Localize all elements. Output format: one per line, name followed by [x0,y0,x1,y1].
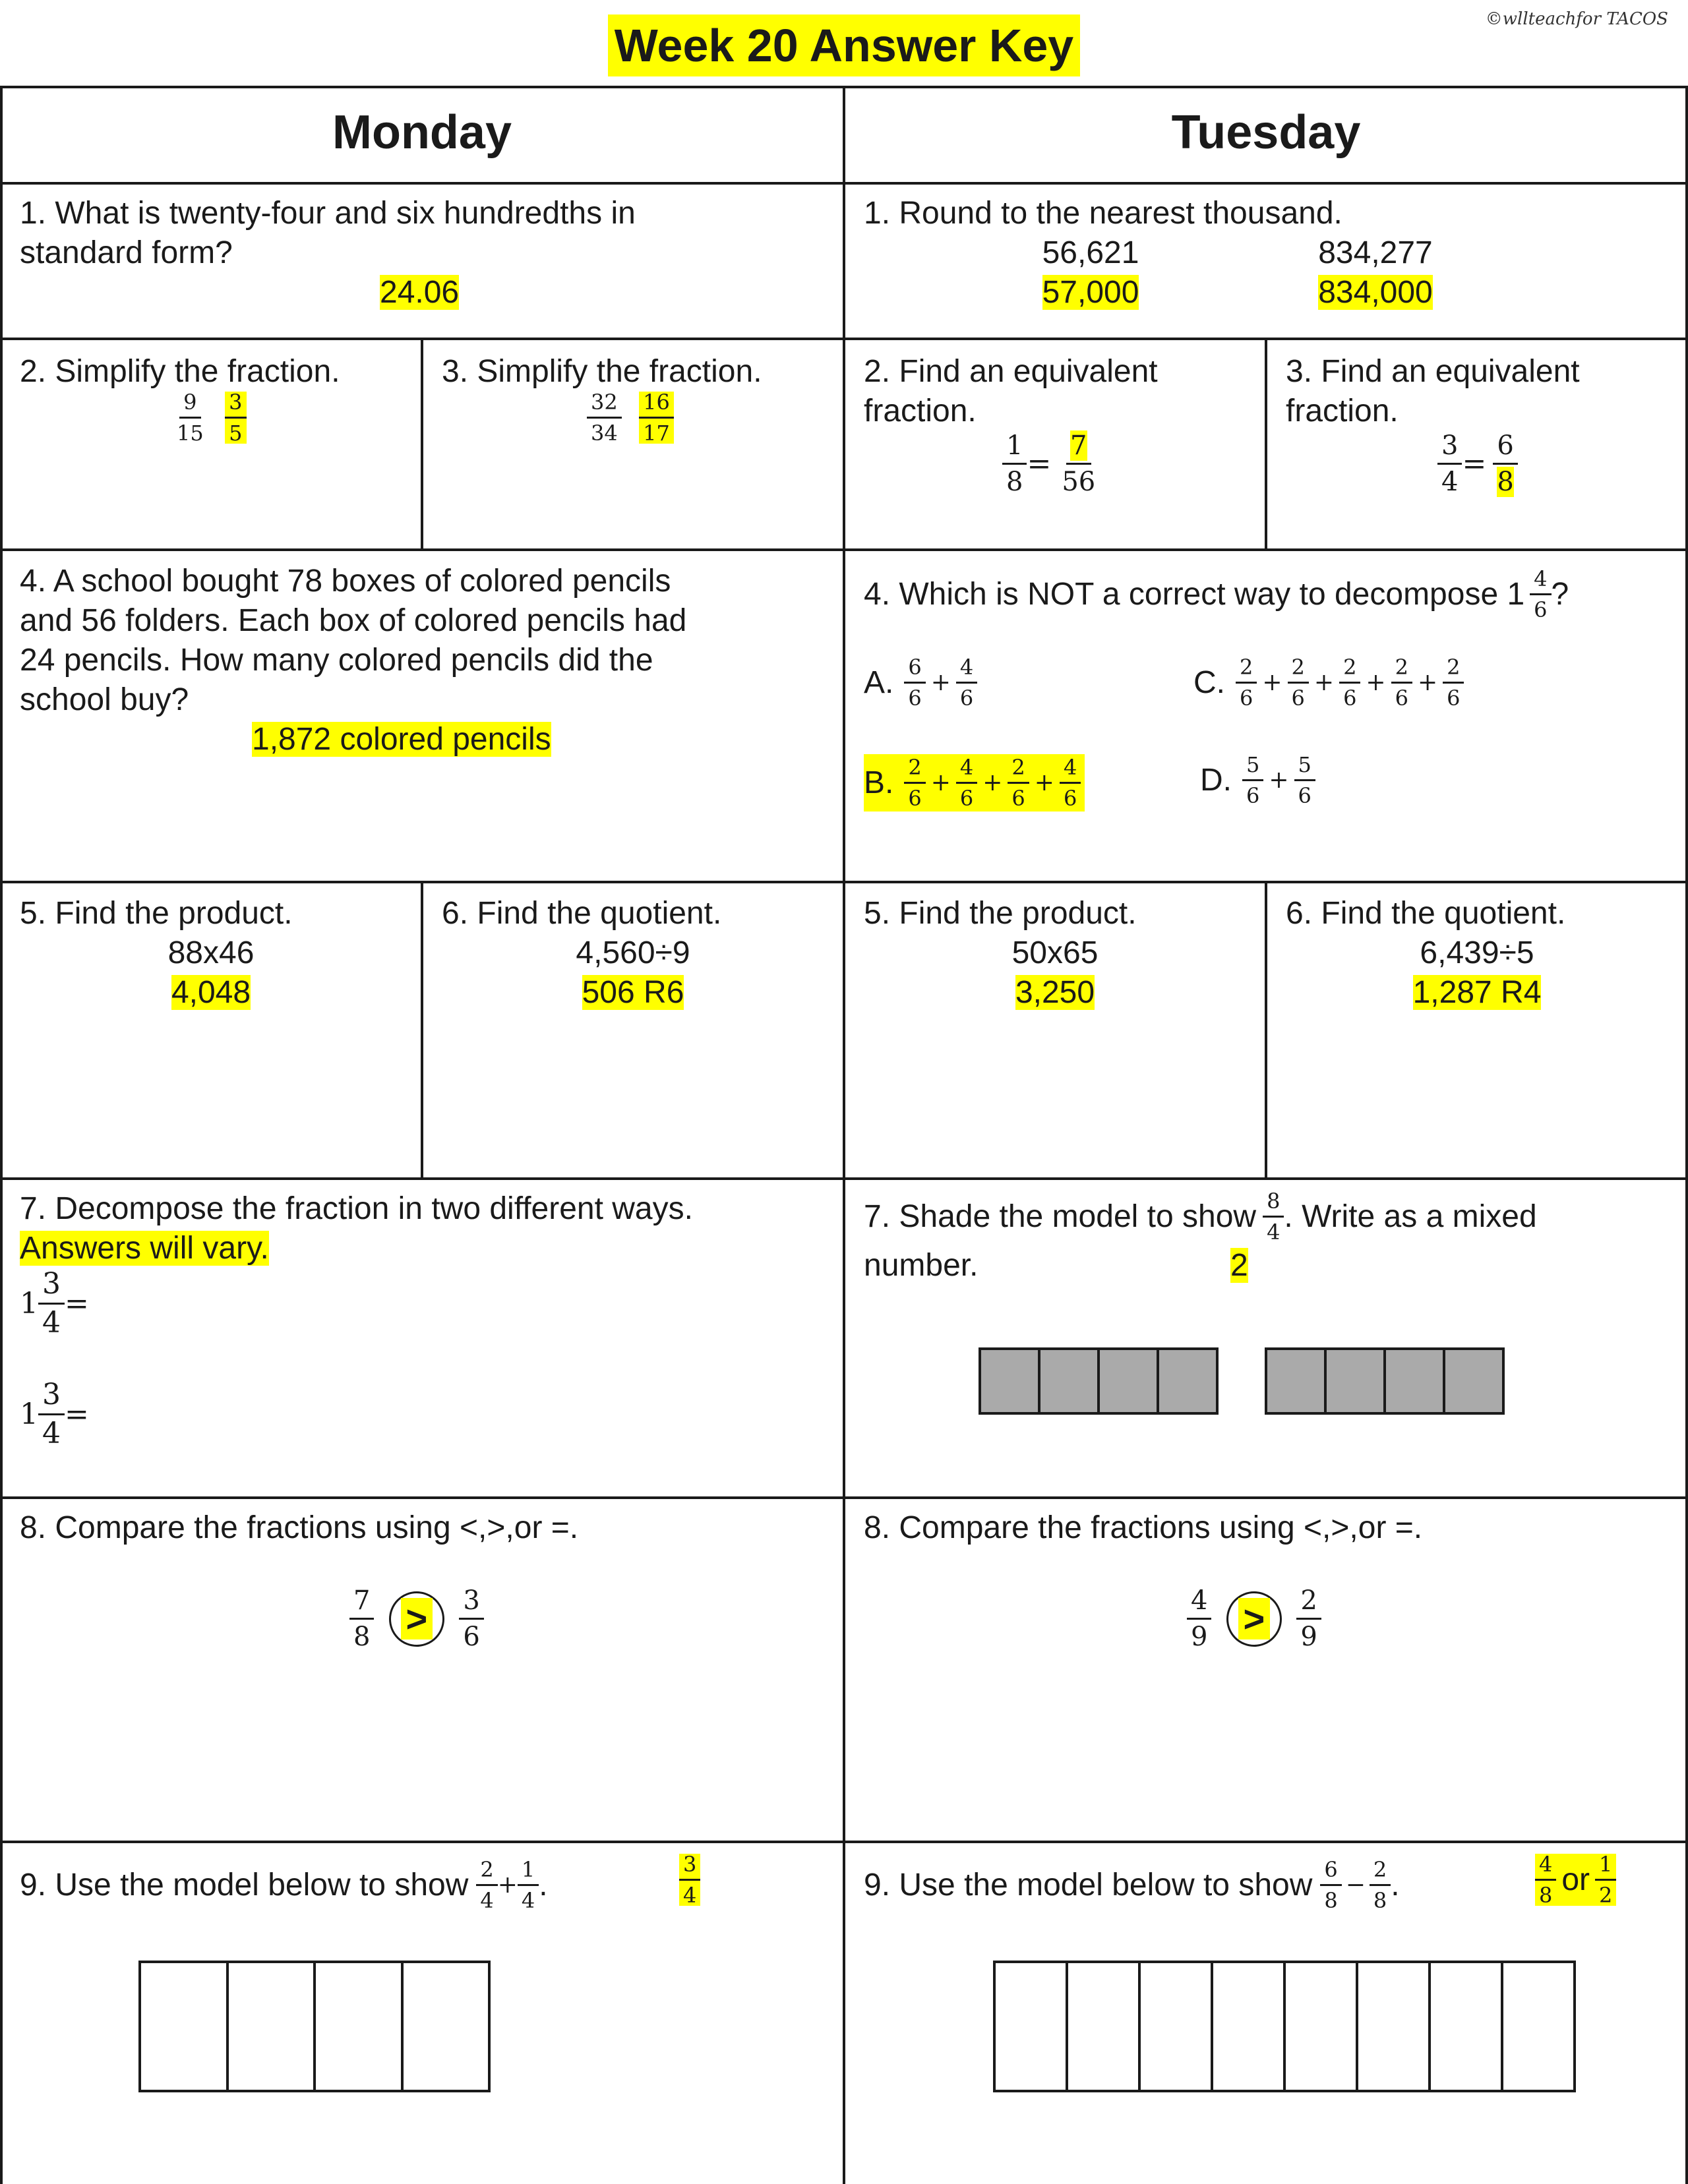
option-fraction: $\frac{2}{6}$ [1443,657,1464,709]
monday-q5-problem: 88x46 [167,935,255,970]
model-cell [316,1963,404,2090]
monday-q7-answer: Answers will vary. [20,1231,269,1266]
model-cell [1386,1350,1445,1412]
model-cell [1503,1963,1573,2090]
model-cell [141,1963,229,2090]
monday-q6-prompt: 6. Find the quotient. [442,896,722,931]
tuesday-q4-option-b [864,754,1085,812]
model-cell [404,1963,489,2090]
tuesday-q5-answer: 3,250 [1015,975,1095,1010]
option-label: A. [864,664,894,700]
tuesday-q5-prompt: 5. Find the product. [864,896,1137,931]
model-cell [1159,1350,1216,1412]
option-label: D. [1200,762,1232,798]
tuesday-header: Tuesday [1171,106,1361,159]
option-fraction: 5 6 [1242,754,1263,806]
option-fraction: $\frac{2}{6}$ [1391,657,1412,709]
monday-q4-line2: and 56 folders. Each box of colored pencils had [20,603,687,638]
tuesday-q3-answer: $\frac{6}{8}$ [1493,432,1517,495]
monday-q3-prompt: 3. Simplify the fraction. [442,354,762,389]
model-cell [1141,1963,1213,2090]
monday-q5-answer: 4,048 [171,975,251,1010]
tuesday-q6-answer: 1,287 R4 [1412,975,1542,1010]
option-fraction: $\frac{2}{6}$ [1288,657,1309,709]
tuesday-q9-answer: 4 8 or 1 2 [1535,1854,1616,1906]
tuesday-q1-number-2: 834,277 [1318,235,1433,270]
monday-q3-fraction: $\frac{32}{34}$ $\frac{16}{17}$ [587,392,674,444]
plus-sign: + [982,769,1003,796]
tuesday-q9-prompt: 9. Use the model below to show 6 8 − $\frac{2}{8}$ . [864,1857,1400,1913]
grid-line [843,86,845,2184]
monday-q9-answer: $\frac{3}{4}$ [679,1854,700,1906]
tuesday-q1-number-1: 56,621 [1042,235,1139,270]
tuesday-q7-model-2 [1265,1347,1505,1415]
monday-q2-prompt: 2. Simplify the fraction. [20,354,340,389]
model-cell [1358,1963,1431,2090]
monday-q4-line1: 4. A school bought 78 boxes of colored pencils [20,564,671,599]
tuesday-q7-answer: 2 [1230,1248,1248,1283]
tuesday-q2-line2: fraction. [864,394,977,428]
model-cell [1213,1963,1286,2090]
grid-line [1685,86,1688,2184]
model-cell [1327,1350,1386,1412]
tuesday-q1-answer-1: 57,000 [1042,275,1139,310]
grid-line [0,86,3,2184]
monday-header: Monday [332,106,512,159]
tuesday-q4-option-d [1200,754,1315,806]
tuesday-q7-line2: number. [864,1248,979,1283]
option-fraction: 2 6 [904,757,925,809]
tuesday-q7-prompt: 7. Shade the model to show 8 4 . Write as a mixed [864,1189,1537,1245]
option-fraction: $\frac{4}{6}$ [956,657,977,709]
monday-q8-answer: > [389,1591,444,1647]
tuesday-q7-model-1 [979,1347,1219,1415]
tuesday-q1-answer-2: 834,000 [1318,275,1433,310]
copyright-text: ©wllteachfor TACOS [1485,9,1668,29]
tuesday-q8-comparison: $\frac{4}{9}$ > $\frac{2}{9}$ [1187,1587,1321,1650]
monday-q5-prompt: 5. Find the product. [20,896,293,931]
model-cell [1445,1350,1502,1412]
model-cell [229,1963,316,2090]
grid-line [421,338,423,548]
option-fraction: $\frac{5}{6}$ [1294,754,1315,806]
tuesday-q6-problem: 6,439÷5 [1420,935,1534,970]
model-cell [1100,1350,1159,1412]
monday-q4-line4: school buy? [20,682,189,717]
monday-q1-answer: 24.06 [380,275,460,310]
model-cell [1431,1963,1503,2090]
grid-line [421,881,423,1177]
monday-q7-prompt: 7. Decompose the fraction in two different ways. [20,1191,693,1226]
monday-q6-problem: 4,560÷9 [576,935,690,970]
tuesday-q3-line2: fraction. [1286,394,1399,428]
plus-sign: + [1262,669,1282,696]
tuesday-q5-problem: 50x65 [1011,935,1099,970]
plus-sign: + [1366,669,1386,696]
option-fraction: $\frac{4}{6}$ [1060,757,1081,809]
tuesday-q2-fraction: $\frac{1}{8}$ = $\frac{7}{56}$ [1002,432,1099,495]
model-cell [981,1350,1040,1412]
model-cell [1068,1963,1141,2090]
tuesday-q4-option-a [864,657,977,709]
monday-q1-line1: 1. What is twenty-four and six hundredths in [20,196,636,231]
monday-q2-answer: $\frac{3}{5}$ [225,392,246,444]
monday-q9-prompt: 9. Use the model below to show 2 4 + $\frac{1}{4}$ . [20,1857,548,1913]
plus-sign: + [1034,769,1054,796]
monday-q7-mixed-1: 1 $\frac{3}{4}$ = [20,1267,89,1340]
plus-sign: + [1269,767,1289,794]
grid-line [1265,881,1267,1177]
monday-q4-answer: 1,872 colored pencils [252,722,551,757]
tuesday-q2-line1: 2. Find an equivalent [864,354,1158,389]
tuesday-q3-line1: 3. Find an equivalent [1286,354,1580,389]
grid-line [1265,338,1267,548]
option-fraction: 2 6 [1236,657,1257,709]
model-cell [1040,1350,1100,1412]
monday-q7-mixed-2: 1 $\frac{3}{4}$ = [20,1378,89,1450]
tuesday-q8-answer: > [1226,1591,1282,1647]
model-cell [1267,1350,1327,1412]
monday-q8-prompt: 8. Compare the fractions using <,>,or =. [20,1510,579,1545]
option-fraction: $\frac{2}{6}$ [1339,657,1360,709]
tuesday-q4-prompt: 4. Which is NOT a correct way to decompose 1 4 6 ? [864,566,1569,622]
tuesday-q1-prompt: 1. Round to the nearest thousand. [864,196,1342,231]
page-title: Week 20 Answer Key [0,15,1688,80]
tuesday-q4-option-c [1193,657,1464,709]
plus-sign: + [930,769,951,796]
tuesday-q8-prompt: 8. Compare the fractions using <,>,or =. [864,1510,1423,1545]
monday-q3-answer: $\frac{16}{17}$ [639,392,674,444]
plus-sign: + [1417,669,1438,696]
model-cell [1286,1963,1358,2090]
option-fraction: 6 6 [904,657,925,709]
plus-sign: + [930,669,951,696]
monday-q6-answer: 506 R6 [582,975,684,1010]
monday-q2-fraction: $\frac{9}{15}$ $\frac{3}{5}$ [173,392,247,444]
option-label: C. [1193,664,1225,700]
monday-q4-line3: 24 pencils. How many colored pencils did the [20,643,653,678]
tuesday-q6-prompt: 6. Find the quotient. [1286,896,1566,931]
monday-q9-fraction-model [138,1961,491,2092]
tuesday-q2-answer: $\frac{7}{56}$ [1062,430,1096,497]
model-cell [996,1963,1068,2090]
option-fraction: $\frac{2}{6}$ [1008,757,1029,809]
monday-q8-comparison: $\frac{7}{8}$ > $\frac{3}{6}$ [349,1587,484,1650]
plus-sign: + [1313,669,1335,696]
monday-q1-line2: standard form? [20,235,233,270]
tuesday-q3-fraction: $\frac{3}{4}$ = $\frac{6}{8}$ [1437,432,1518,495]
option-fraction: $\frac{4}{6}$ [956,757,977,809]
option-label: B. [864,765,894,800]
tuesday-q9-fraction-model [993,1961,1576,2092]
